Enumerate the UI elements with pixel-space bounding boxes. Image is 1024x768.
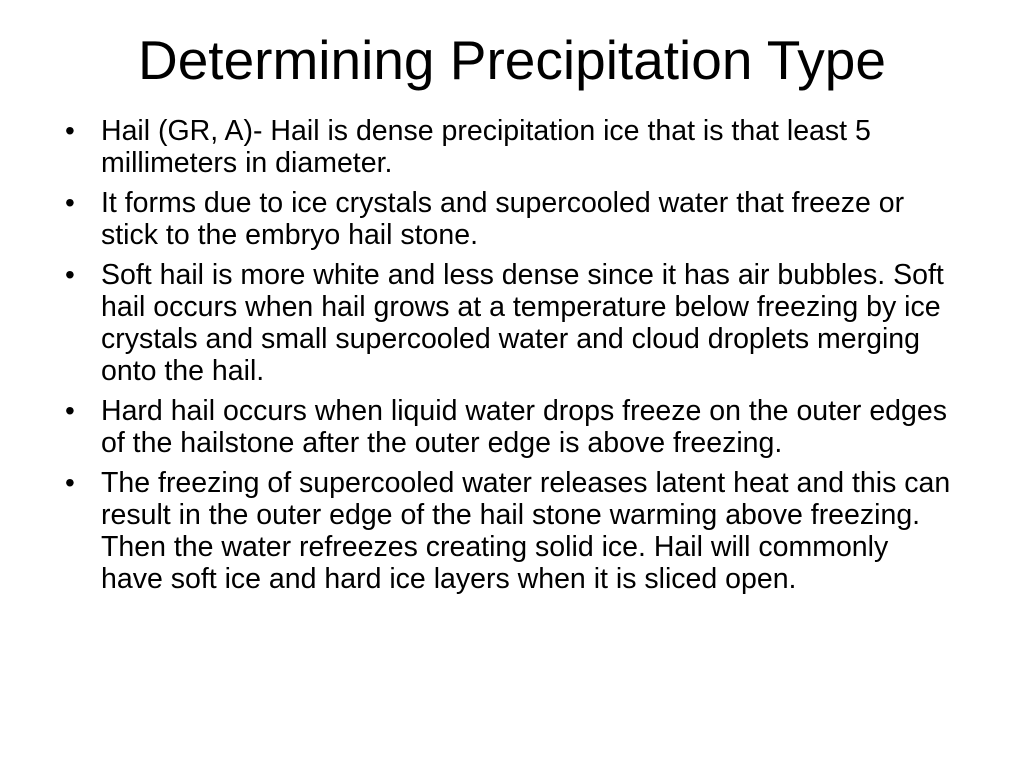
bullet-item xyxy=(55,259,955,387)
bullet-item xyxy=(55,187,955,251)
bullet-item xyxy=(55,115,955,179)
bullet-item xyxy=(55,395,955,459)
slide-title: Determining Precipitation Type xyxy=(138,29,886,91)
bullet-list xyxy=(55,115,955,603)
bullet-text: Hard hail occurs when liquid water drops freeze on the outer edges of the hailstone after the outer edge is above freezing. xyxy=(101,395,947,459)
bullet-icon: • xyxy=(65,259,75,290)
bullet-icon: • xyxy=(65,395,75,426)
bullet-icon: • xyxy=(65,467,75,498)
bullet-text: Soft hail is more white and less dense since it has air bubbles. Soft hail occurs when hail grows at a temperature below freezing by ice crystals and small supercooled water and cloud droplets merging onto the hail. xyxy=(101,259,944,387)
bullet-text: Hail (GR, A)- Hail is dense precipitation ice that is that least 5 millimeters in diameter. xyxy=(101,115,871,179)
bullet-icon: • xyxy=(65,115,75,146)
bullet-text: The freezing of supercooled water releases latent heat and this can result in the outer edge of the hail stone warming above freezing. Then the water refreezes creating solid ice. Hail will commonly have soft ice and hard ice layers when it is sliced open. xyxy=(101,467,951,595)
bullet-text: It forms due to ice crystals and supercooled water that freeze or stick to the embryo hail stone. xyxy=(101,187,905,251)
bullet-item xyxy=(55,467,955,595)
bullet-icon: • xyxy=(65,187,75,218)
